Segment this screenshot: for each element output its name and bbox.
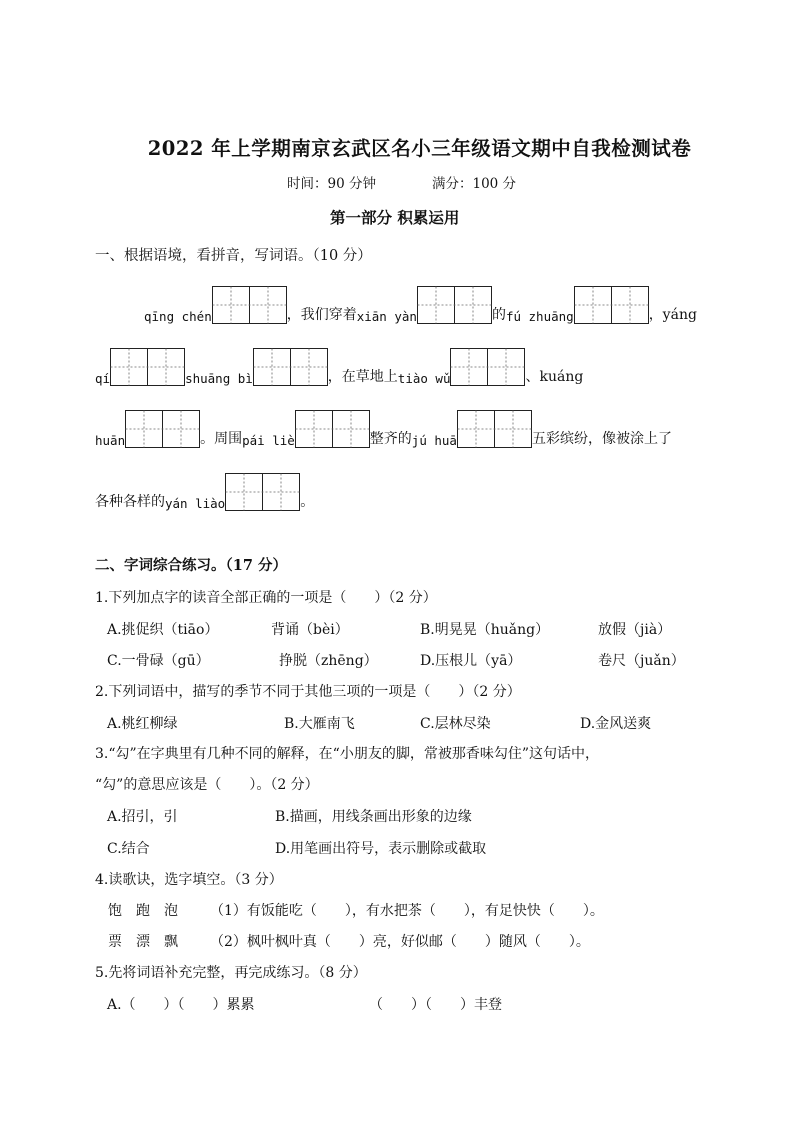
q1-text: ，yáng <box>648 307 697 323</box>
pinyin: yán liào <box>165 496 226 511</box>
q1-line-4 <box>95 465 314 511</box>
answer-grid[interactable] <box>417 286 492 324</box>
pinyin: xiān yàn <box>356 309 417 324</box>
answer-grid[interactable] <box>574 286 649 324</box>
q2-4-row1-text: （1）有饭能吃（ ），有水把茶（ ），有足快快（ ）。 <box>210 903 604 919</box>
q1-text: 。 <box>300 494 315 510</box>
q2-4-row2-chars: 票 漂 飘 <box>108 934 178 950</box>
q1-line-1 <box>144 278 697 324</box>
q2-4-stem: 4.读歌诀，选字填空。（3 分） <box>95 872 283 888</box>
q2-1-option-c-2: 挣脱（zhēng） <box>279 653 378 669</box>
q2-3-option-b[interactable]: B.描画，用线条画出形象的边缘 <box>275 809 472 825</box>
q2-4-row1-chars: 饱 跑 泡 <box>108 903 178 919</box>
answer-grid[interactable] <box>253 348 328 386</box>
q1-line-2 <box>95 340 583 386</box>
q2-5-stem: 5.先将词语补充完整，再完成练习。（8 分） <box>95 965 367 981</box>
answer-grid[interactable] <box>110 348 185 386</box>
q1-line-3 <box>95 402 672 448</box>
q2-1-option-a[interactable]: A.挑促织（tiāo） <box>107 622 219 638</box>
q2-4-row2-text: （2）枫叶枫叶真（ ）亮，好似邮（ ）随风（ ）。 <box>210 934 590 950</box>
q2-3-stem-2: “勾”的意思应该是（ ）。（2 分） <box>95 777 319 793</box>
answer-grid[interactable] <box>295 410 370 448</box>
pinyin: tiào wǔ <box>397 371 451 386</box>
q2-2-option-b[interactable]: B.大雁南飞 <box>284 716 355 732</box>
q2-3-stem-1: 3.“勾”在字典里有几种不同的解释，在“小朋友的脚，常被那香味勾住”这句话中， <box>95 746 599 762</box>
pinyin: pái liè <box>242 433 295 448</box>
q1-heading: 一、根据语境，看拼音，写词语。（10 分） <box>95 248 372 264</box>
exam-score: 满分：100 分 <box>432 176 517 192</box>
q2-1-option-c[interactable]: C.一骨碌（gū） <box>107 653 210 669</box>
q1-text: 的 <box>491 307 506 323</box>
q2-1-stem: 1.下列加点字的读音全部正确的一项是（ ）（2 分） <box>95 590 437 606</box>
q1-text: ，我们穿着 <box>286 307 357 323</box>
pinyin: qí <box>95 371 111 386</box>
q2-1-option-b[interactable]: B.明晃晃（huǎng） <box>420 622 550 638</box>
part-title: 第一部分 积累运用 <box>330 208 460 227</box>
q2-1-option-d[interactable]: D.压根儿（yā） <box>420 653 522 669</box>
q2-5-item-a-2: （ ）（ ）丰登 <box>369 997 502 1013</box>
pinyin: huān <box>95 433 126 448</box>
pinyin: shuāng bì <box>185 371 253 386</box>
q2-3-option-a[interactable]: A.招引，引 <box>107 809 178 825</box>
q1-text: 整齐的 <box>369 431 412 447</box>
q1-text: 、kuáng <box>525 369 584 385</box>
answer-grid[interactable] <box>450 348 525 386</box>
q1-text: 五彩缤纷，像被涂上了 <box>531 431 672 447</box>
q2-1-option-a-2: 背诵（bèi） <box>271 622 349 638</box>
q2-1-option-b-2: 放假（jià） <box>598 622 672 638</box>
answer-grid[interactable] <box>212 286 287 324</box>
q2-2-option-d[interactable]: D.金风送爽 <box>580 716 652 732</box>
q1-text: 。周围 <box>200 431 243 447</box>
q2-5-item-a: A.（ ）（ ）累累 <box>107 997 255 1013</box>
q2-3-option-c[interactable]: C.结合 <box>107 841 150 857</box>
answer-grid[interactable] <box>457 410 532 448</box>
answer-grid[interactable] <box>125 410 200 448</box>
pinyin: fú zhuāng <box>505 309 574 324</box>
q2-3-option-d[interactable]: D.用笔画出符号，表示删除或截取 <box>275 841 487 857</box>
q1-text: ，在草地上 <box>327 369 398 385</box>
answer-grid[interactable] <box>225 473 300 511</box>
exam-time: 时间：90 分钟 <box>287 176 376 192</box>
q1-text: 各种各样的 <box>95 494 165 510</box>
q2-heading: 二、字词综合练习。（17 分） <box>95 557 287 574</box>
pinyin: qīng chén <box>144 309 212 324</box>
page-title: 2022 年上学期南京玄武区名小三年级语文期中自我检测试卷 <box>147 137 692 160</box>
q2-1-option-d-2: 卷尺（juǎn） <box>598 653 685 669</box>
pinyin: jú huā <box>411 433 457 448</box>
q2-2-option-a[interactable]: A.桃红柳绿 <box>107 716 178 732</box>
q2-2-stem: 2.下列词语中，描写的季节不同于其他三项的一项是（ ）（2 分） <box>95 684 521 700</box>
q2-2-option-c[interactable]: C.层林尽染 <box>420 716 491 732</box>
